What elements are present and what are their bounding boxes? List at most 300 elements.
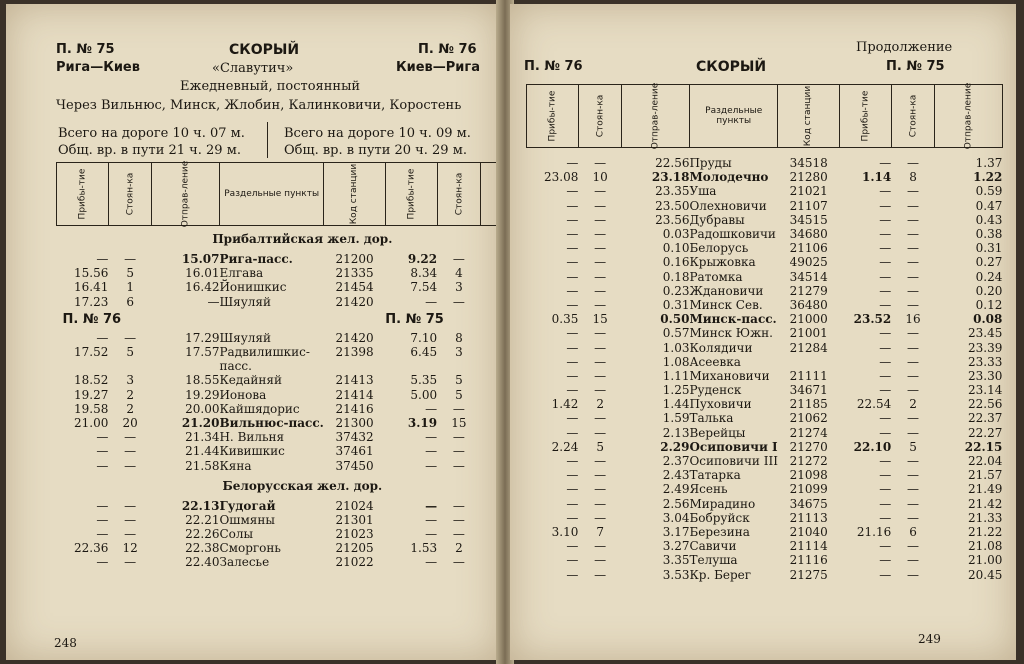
table-cell: — [566, 496, 579, 511]
table-row [527, 241, 1003, 255]
table-cell: — [566, 468, 579, 483]
table-cell: — [566, 454, 579, 469]
table-cell: Гудогай [219, 498, 276, 513]
table-cell: — [879, 241, 892, 256]
table-cell: — [907, 411, 920, 426]
table-cell: — [907, 297, 920, 312]
table-cell: 21420 [335, 330, 374, 345]
table-row [57, 345, 549, 359]
table-cell: 21185 [789, 397, 828, 412]
table-cell: — [594, 567, 607, 582]
table-cell: — [124, 512, 137, 527]
table-row [57, 458, 549, 472]
table-cell: — [907, 326, 920, 341]
table-cell: — [879, 553, 892, 568]
table-cell: 21.33 [967, 510, 1003, 525]
table-row [527, 312, 1003, 326]
column-header-label: Раздельные пункты [224, 189, 320, 199]
table-row [527, 156, 1003, 170]
page-number: 249 [918, 632, 941, 646]
table-cell: — [594, 184, 607, 199]
table-cell: — [124, 527, 137, 542]
table-cell: — [566, 567, 579, 582]
table-cell: 2 [126, 387, 134, 402]
table-cell: — [907, 227, 920, 242]
table-cell: 1.22 [973, 170, 1003, 185]
table-cell: 0.23 [662, 283, 690, 298]
column-header-label: Стоян-ка [125, 172, 136, 216]
table-cell: Татарка [689, 468, 741, 483]
table-cell: 0.16 [662, 255, 690, 270]
table-cell: 21398 [335, 345, 374, 360]
table-cell: — [594, 482, 607, 497]
table-cell: 21040 [789, 524, 828, 539]
table-cell: Мирадино [689, 496, 756, 511]
table-cell: — [879, 184, 892, 199]
table-row [527, 227, 1003, 241]
table-row [527, 213, 1003, 227]
column-header-label: Прибы-тие [406, 168, 417, 220]
column-header [689, 85, 778, 148]
table-cell: 21200 [335, 252, 374, 267]
table-cell: — [594, 297, 607, 312]
table-cell: 0.35 [551, 312, 579, 327]
table-cell: — [96, 252, 109, 267]
table-row [527, 511, 1003, 525]
table-cell: 21300 [335, 415, 374, 430]
table-cell: 21001 [789, 326, 828, 341]
table-cell: Ратомка [689, 269, 743, 284]
table-cell: 15 [592, 312, 608, 327]
table-cell: 8 [909, 170, 917, 185]
column-header-label: Стоян-ка [453, 172, 464, 216]
table-row [527, 184, 1003, 198]
table-cell: 16.01 [185, 266, 220, 281]
table-cell: — [425, 498, 438, 513]
table-cell: — [566, 368, 579, 383]
table-cell: 22.40 [185, 555, 220, 570]
column-header [57, 163, 109, 226]
table-row [527, 397, 1003, 411]
table-cell: — [96, 330, 109, 345]
table-cell: Рига-пасс. [219, 252, 293, 267]
column-header [219, 163, 323, 226]
table-cell: Бобруйск [689, 510, 750, 525]
table-cell: — [879, 297, 892, 312]
table-cell: — [907, 553, 920, 568]
table-cell: — [907, 482, 920, 497]
table-cell: 21205 [335, 541, 374, 556]
table-cell: 21284 [789, 340, 828, 355]
table-cell: — [425, 444, 438, 459]
column-header [108, 163, 152, 226]
table-cell: 21272 [789, 454, 828, 469]
table-row [527, 426, 1003, 440]
table-cell: — [96, 430, 109, 445]
column-header [527, 85, 579, 148]
table-cell: — [566, 425, 579, 440]
table-cell: 0.08 [973, 312, 1003, 327]
table-cell: — [566, 255, 579, 270]
table-cell: 16 [905, 312, 921, 327]
table-cell: 37432 [335, 430, 374, 445]
table-cell: 23.39 [967, 340, 1003, 355]
table-cell: 21099 [789, 482, 828, 497]
table-cell: — [124, 252, 137, 267]
table-cell: 21113 [789, 510, 828, 525]
table-cell: 3.53 [662, 567, 690, 582]
table-cell: — [879, 283, 892, 298]
train-name: «Славутич» [212, 61, 294, 76]
table-cell: Березина [689, 524, 750, 539]
table-cell: 3.35 [662, 553, 690, 568]
table-cell: 34518 [789, 156, 828, 171]
table-cell: — [594, 411, 607, 426]
sub-train-left: П. № 76 [62, 311, 122, 327]
table-cell: Кедайняй [219, 373, 282, 388]
table-cell: 2 [455, 541, 463, 556]
column-header-label: Стоян-ка [595, 94, 606, 138]
table-cell: 21023 [335, 527, 374, 542]
column-header [891, 85, 935, 148]
table-cell: 10 [592, 170, 608, 185]
table-cell: 34515 [789, 212, 828, 227]
total-left-travel: Общ. вр. в пути 21 ч. 29 м. [58, 143, 241, 158]
table-cell: 21.49 [967, 482, 1003, 497]
table-cell: — [594, 255, 607, 270]
table-cell: 18.55 [185, 373, 220, 388]
table-cell: — [907, 383, 920, 398]
table-cell: Сморгонь [219, 541, 281, 556]
table-cell: 1.25 [662, 383, 690, 398]
table-cell: — [907, 510, 920, 525]
table-cell: Колядичи [689, 340, 753, 355]
table-cell: Залесье [219, 555, 270, 570]
table-cell: — [879, 383, 892, 398]
table-cell: 37450 [335, 458, 374, 473]
table-cell: — [907, 156, 920, 171]
table-cell: Верейцы [689, 425, 746, 440]
table-cell: 0.57 [662, 326, 690, 341]
table-cell: — [566, 383, 579, 398]
table-cell: — [96, 512, 109, 527]
table-cell: — [566, 539, 579, 554]
table-row [527, 340, 1003, 354]
timetable-right [526, 84, 1003, 582]
table-row [527, 383, 1003, 397]
table-cell: 21024 [335, 498, 374, 513]
table-cell: — [566, 553, 579, 568]
table-cell: — [96, 527, 109, 542]
table-cell: — [594, 368, 607, 383]
table-cell: — [425, 458, 438, 473]
table-cell: 22.56 [967, 397, 1003, 412]
table-cell: — [425, 430, 438, 445]
table-cell: 8 [455, 330, 463, 345]
table-cell: 21.08 [967, 539, 1003, 554]
table-cell: 23.45 [967, 326, 1003, 341]
table-cell: 0.47 [975, 198, 1003, 213]
table-cell [385, 359, 437, 373]
table-row [57, 444, 549, 458]
table-cell: — [907, 454, 920, 469]
table-cell: — [425, 555, 438, 570]
table-cell: — [566, 482, 579, 497]
table-cell: — [594, 468, 607, 483]
table-cell: — [124, 458, 137, 473]
table-cell: Йонишкис [219, 280, 287, 295]
spacer-row [527, 148, 1003, 157]
table-cell: — [566, 269, 579, 284]
table-cell: 21413 [335, 373, 374, 388]
table-row [527, 454, 1003, 468]
table-cell: — [124, 330, 137, 345]
table-cell: Шяуляй [219, 330, 271, 345]
totals-divider [267, 122, 268, 158]
table-cell: 21.22 [967, 524, 1003, 539]
table-cell: — [907, 340, 920, 355]
column-header [152, 160, 220, 228]
table-cell: 0.27 [975, 255, 1003, 270]
table-cell: 21.34 [185, 430, 220, 445]
sub-train-right: П. № 75 [385, 311, 444, 327]
column-header-label: Код станции [803, 85, 814, 147]
table-cell: 34675 [789, 496, 828, 511]
via-note: Через Вильнюс, Минск, Жлобин, Калинковичи, Коростень [56, 98, 462, 113]
table-cell: 6.45 [410, 345, 438, 360]
table-cell: — [907, 255, 920, 270]
table-cell: 49025 [789, 255, 828, 270]
table-row [527, 553, 1003, 567]
table-cell: — [452, 512, 465, 527]
table-cell: 21021 [789, 184, 828, 199]
table-cell: 22.37 [967, 411, 1003, 426]
table-cell [778, 355, 839, 369]
table-cell: — [907, 241, 920, 256]
table-cell: — [96, 555, 109, 570]
column-header-label: Прибы-тие [860, 90, 871, 142]
train-number-left: П. № 76 [524, 59, 583, 74]
timetable-header [57, 163, 549, 226]
table-cell: — [452, 430, 465, 445]
table-cell: — [566, 212, 579, 227]
table-cell: 34514 [789, 269, 828, 284]
table-row [527, 525, 1003, 539]
table-cell: — [594, 283, 607, 298]
table-cell: 34671 [789, 383, 828, 398]
column-header-label: Отправ-ление [963, 82, 974, 150]
table-cell: — [425, 527, 438, 542]
table-cell: 22.38 [185, 541, 220, 556]
table-cell: — [124, 430, 137, 445]
table-cell: — [879, 482, 892, 497]
table-cell: — [594, 241, 607, 256]
table-cell: 21416 [335, 401, 374, 416]
table-cell: 21274 [789, 425, 828, 440]
table-cell: — [566, 184, 579, 199]
table-cell: — [907, 269, 920, 284]
table-cell: 6 [909, 524, 917, 539]
table-cell: 0.10 [662, 241, 690, 256]
table-cell: Минск-пасс. [689, 312, 777, 327]
table-cell: — [452, 401, 465, 416]
table-cell: — [879, 425, 892, 440]
left-page [6, 4, 500, 660]
table-cell: 0.12 [975, 297, 1003, 312]
table-cell: 21111 [789, 368, 828, 383]
table-cell: — [907, 198, 920, 213]
table-row [57, 266, 549, 280]
table-cell: 21.57 [967, 468, 1003, 483]
table-cell: 7.10 [410, 330, 438, 345]
table-cell: — [594, 496, 607, 511]
table-cell: — [879, 411, 892, 426]
table-cell: Пруды [689, 156, 732, 171]
table-cell: 23.56 [655, 212, 690, 227]
table-cell: Крыжовка [689, 255, 756, 270]
table-cell: 2.29 [660, 439, 690, 454]
table-row [57, 252, 549, 266]
table-cell: — [425, 512, 438, 527]
table-cell: 17.52 [74, 345, 109, 360]
table-row [527, 199, 1003, 213]
table-row [527, 369, 1003, 383]
column-header [324, 163, 385, 226]
table-cell: 1.53 [410, 541, 438, 556]
table-cell: 19.27 [74, 387, 109, 402]
table-cell: — [452, 527, 465, 542]
table-cell: 0.03 [662, 227, 690, 242]
column-header-label: Отправ-ление [180, 160, 191, 228]
table-cell: — [594, 269, 607, 284]
table-cell: Молодечно [689, 170, 769, 185]
table-cell: 2 [126, 401, 134, 416]
table-cell: 0.31 [662, 297, 690, 312]
table-cell: 19.58 [74, 401, 109, 416]
table-cell: 2.37 [662, 454, 690, 469]
table-cell: 2.24 [551, 439, 579, 454]
table-cell: 5 [455, 373, 463, 388]
table-cell: — [879, 567, 892, 582]
table-cell: 16.41 [74, 280, 109, 295]
table-cell: 21280 [789, 170, 828, 185]
table-row [527, 255, 1003, 269]
table-cell: 0.50 [660, 312, 690, 327]
table-cell: 23.18 [651, 170, 690, 185]
table-cell: 2.13 [662, 425, 690, 440]
spacer [219, 309, 385, 331]
table-cell: Кивишкис [219, 444, 285, 459]
table-cell: — [594, 383, 607, 398]
table-cell: 17.57 [185, 345, 220, 360]
table-cell: Ясень [689, 482, 728, 497]
table-row [57, 416, 549, 430]
table-cell: — [594, 354, 607, 369]
sub-header-row [57, 309, 549, 331]
table-cell: — [879, 255, 892, 270]
table-cell: 1 [126, 280, 134, 295]
table-cell: — [124, 498, 137, 513]
table-cell: 20.00 [185, 401, 220, 416]
table-cell: 0.24 [975, 269, 1003, 284]
table-cell: — [594, 340, 607, 355]
table-cell: — [207, 294, 220, 309]
timetable-left [56, 162, 549, 570]
table-cell: 23.30 [967, 368, 1003, 383]
table-cell: — [879, 269, 892, 284]
column-header [578, 85, 622, 148]
table-cell: — [452, 252, 465, 267]
table-cell: — [594, 227, 607, 242]
table-cell: Вильнюс-пасс. [219, 415, 324, 430]
table-cell: Радвилишкис- [219, 345, 310, 360]
table-cell: 3 [455, 280, 463, 295]
table-cell: 9.22 [407, 252, 438, 267]
table-cell: 3.04 [662, 510, 690, 525]
table-cell: — [566, 156, 579, 171]
table-cell: — [594, 553, 607, 568]
table-row [527, 440, 1003, 454]
table-row [57, 331, 549, 345]
table-cell: — [566, 326, 579, 341]
table-cell: — [452, 444, 465, 459]
table-cell: — [879, 539, 892, 554]
table-cell [437, 359, 481, 373]
column-header [437, 163, 481, 226]
column-header-label: Раздельные пункты [705, 106, 763, 126]
timetable-header [527, 85, 1003, 148]
table-cell: — [452, 498, 465, 513]
table-cell: 3 [455, 345, 463, 360]
train-type: СКОРЫЙ [229, 42, 300, 58]
table-cell: 21.00 [967, 553, 1003, 568]
right-page [510, 4, 1016, 660]
table-cell: — [879, 326, 892, 341]
table-cell: 21301 [335, 512, 374, 527]
table-cell: 21106 [789, 241, 828, 256]
table-cell: — [425, 401, 438, 416]
table-cell: 20.45 [967, 567, 1003, 582]
table-cell: 1.44 [662, 397, 690, 412]
table-cell: — [594, 212, 607, 227]
column-header-label: Прибы-тие [77, 168, 88, 220]
table-cell: 1.11 [662, 368, 690, 383]
table-cell: 15 [451, 415, 467, 430]
table-cell: 22.56 [655, 156, 690, 171]
table-cell: 22.54 [856, 397, 892, 412]
table-cell: — [566, 297, 579, 312]
table-cell: — [566, 241, 579, 256]
table-row [57, 295, 549, 309]
table-cell: 22.15 [964, 439, 1003, 454]
table-cell: 21279 [789, 283, 828, 298]
column-header [385, 163, 437, 226]
table-cell: 0.38 [975, 227, 1003, 242]
table-cell: 0.20 [975, 283, 1003, 298]
table-cell: 21107 [789, 198, 828, 213]
table-row [527, 170, 1003, 184]
table-cell: — [907, 468, 920, 483]
table-cell: — [879, 156, 892, 171]
table-cell: — [594, 510, 607, 525]
table-cell: Белорусь [689, 241, 749, 256]
table-cell: — [907, 184, 920, 199]
table-cell: 21335 [335, 266, 374, 281]
table-cell: 5.35 [410, 373, 438, 388]
table-cell: 23.35 [655, 184, 690, 199]
table-cell: Шяуляй [219, 294, 271, 309]
table-cell: — [907, 539, 920, 554]
